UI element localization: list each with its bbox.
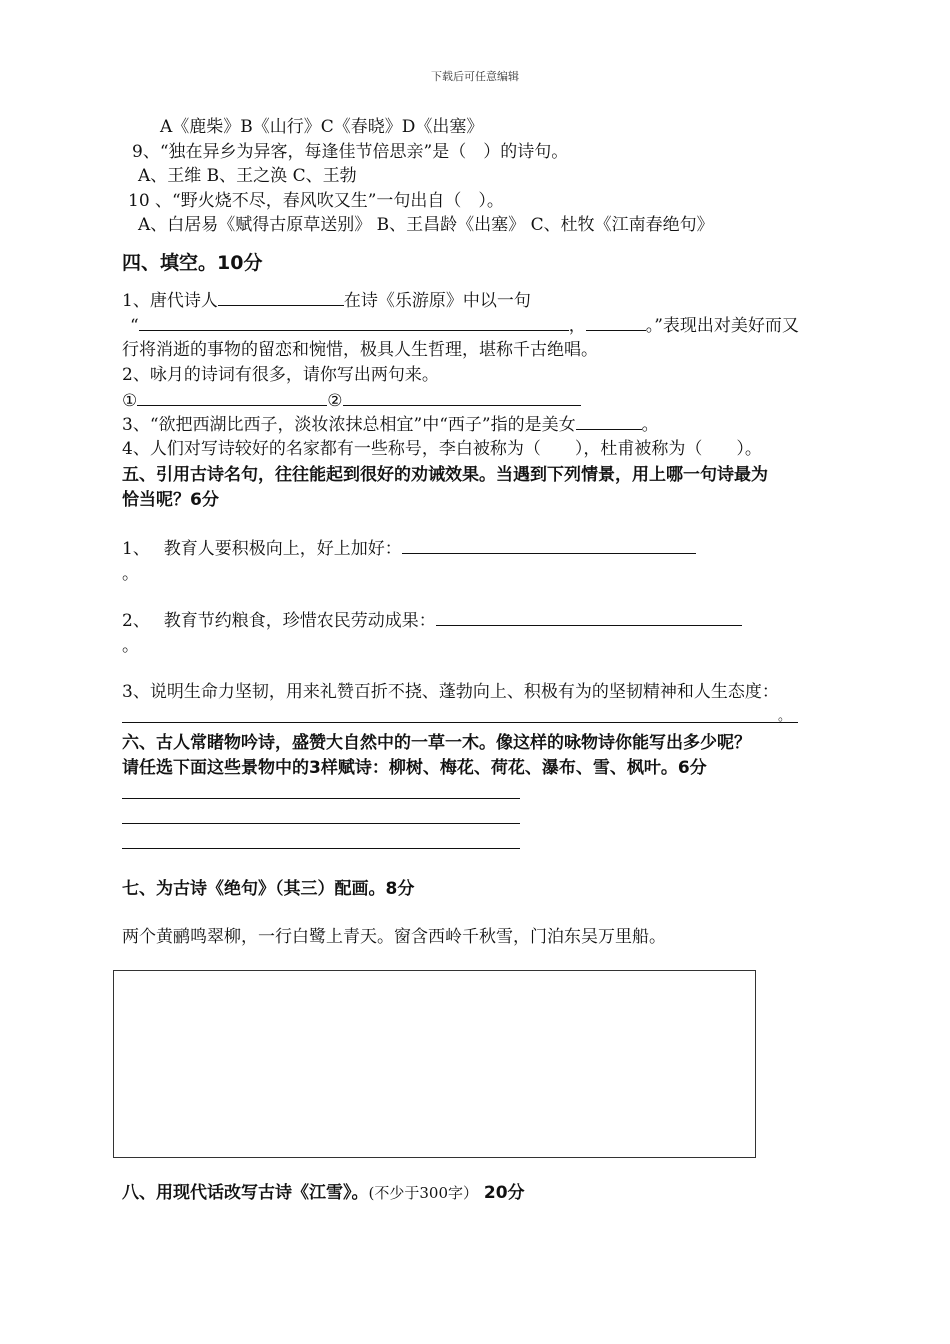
s4-q1-text-e: 。”表现出对美好而又 xyxy=(645,316,799,336)
s5-item2 xyxy=(122,609,742,632)
s6-answer-line-1[interactable] xyxy=(122,798,520,799)
page-header: 下载后可任意编辑 xyxy=(431,70,519,83)
s6-answer-line-2[interactable] xyxy=(122,823,520,824)
s4-q1-line1 xyxy=(122,289,531,312)
s4-q1-quote-open: “ xyxy=(130,316,139,336)
drawing-box[interactable] xyxy=(113,970,756,1158)
s4-q3 xyxy=(122,413,659,436)
s6-answer-line-3[interactable] xyxy=(122,848,520,849)
s4-q1-comma: ， xyxy=(568,316,586,336)
section5-title-line1: 五、引用古诗名句，往往能起到很好的劝诫效果。当遇到下列情景，用上哪一句诗最为 xyxy=(122,465,768,485)
s4-q4: 4、人们对写诗较好的名家都有一些称号，李白被称为（ ），杜甫被称为（ ）。 xyxy=(122,439,762,459)
s4-q1-line2 xyxy=(130,314,799,337)
s5-item3: 3、说明生命力坚韧，用来礼赞百折不挠、蓬勃向上、积极有为的坚韧精神和人生态度： xyxy=(122,682,779,702)
s4-q1-text-a: 1、唐代诗人 xyxy=(122,291,218,311)
s4-q2-blanks xyxy=(122,389,581,412)
section8-note: (不少于300字） xyxy=(368,1184,478,1202)
section7-poem: 两个黄鹂鸣翠柳，一行白鹭上青天。窗含西岭千秋雪，门泊东吴万里船。 xyxy=(122,927,666,947)
q9-options: A、王维 B、王之涣 C、王勃 xyxy=(138,166,357,186)
q10-question: 10 、“野火烧不尽，春风吹又生”一句出自（ ）。 xyxy=(128,191,504,211)
section8-title xyxy=(122,1182,525,1204)
section8-score: 20分 xyxy=(477,1183,525,1203)
circled-one: ① xyxy=(122,391,138,411)
section8-title-text: 八、用现代话改写古诗《江雪》。 xyxy=(122,1183,369,1203)
s4-q3-period: 。 xyxy=(641,415,659,435)
moon-verse-blank-1[interactable] xyxy=(137,389,327,406)
s4-q2: 2、咏月的诗词有很多，请你写出两句来。 xyxy=(122,365,439,385)
s4-q3-text: 3、“欲把西湖比西子，淡妆浓抹总相宜”中“西子”指的是美女 xyxy=(122,415,576,435)
s5-item3-period: 。 xyxy=(778,709,792,724)
verse-blank-2[interactable] xyxy=(586,314,646,331)
s5-item2-period: 。 xyxy=(122,636,139,656)
s5-item1-blank[interactable] xyxy=(402,537,696,554)
s5-item1 xyxy=(122,537,696,560)
section6-title-line2: 请任选下面这些景物中的3样赋诗：柳树、梅花、荷花、瀑布、雪、枫叶。6分 xyxy=(122,758,707,778)
q8-options: A《鹿柴》B《山行》C《春晓》D《出塞》 xyxy=(160,117,484,137)
s4-q1-text-b: 在诗《乐游原》中以一句 xyxy=(343,291,531,311)
s4-q1-line3: 行将消逝的事物的留恋和惋惜，极具人生哲理，堪称千古绝唱。 xyxy=(122,340,598,360)
section4-title: 四、填空。10分 xyxy=(122,252,263,274)
poet-blank[interactable] xyxy=(218,289,344,306)
moon-verse-blank-2[interactable] xyxy=(343,389,581,406)
s5-item3-blank[interactable] xyxy=(122,722,798,723)
circled-two: ② xyxy=(327,391,343,411)
section6-title-line1: 六、古人常睹物吟诗，盛赞大自然中的一草一木。像这样的咏物诗你能写出多少呢？ xyxy=(122,733,751,753)
q9-question: 9、“独在异乡为异客，每逢佳节倍思亲”是（ ）的诗句。 xyxy=(132,142,569,162)
s5-item2-text: 2、 教育节约粮食，珍惜农民劳动成果： xyxy=(122,611,436,631)
verse-blank-1[interactable] xyxy=(139,314,569,331)
s5-item1-text: 1、 教育人要积极向上，好上加好： xyxy=(122,539,402,559)
q10-options: A、白居易《赋得古原草送别》 B、王昌龄《出塞》 C、杜牧《江南春绝句》 xyxy=(138,215,714,235)
section7-title: 七、为古诗《绝句》（其三）配画。8分 xyxy=(122,879,415,899)
section5-title-line2: 恰当呢？6分 xyxy=(122,490,219,510)
s5-item2-blank[interactable] xyxy=(436,609,742,626)
xizi-blank[interactable] xyxy=(576,413,642,430)
s5-item1-period: 。 xyxy=(122,564,139,584)
